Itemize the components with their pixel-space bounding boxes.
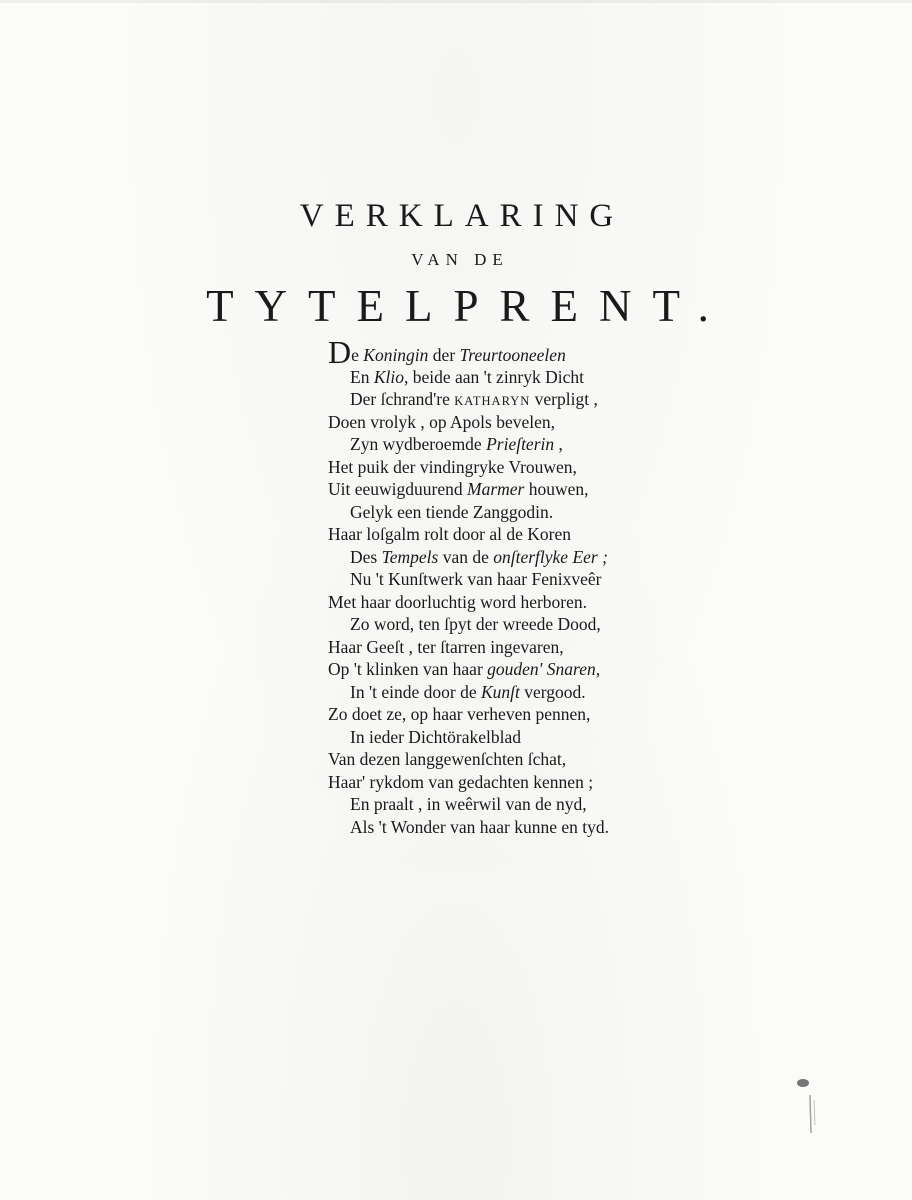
poem-text: Des — [350, 547, 382, 567]
poem-line-18 — [350, 726, 521, 748]
poem-line-1 — [328, 334, 566, 370]
ink-smudge — [795, 1075, 817, 1135]
poem-line-7 — [328, 478, 589, 500]
poem-text: houwen, — [524, 479, 589, 499]
poem-line-5 — [350, 433, 563, 455]
poem-text: vergood. — [519, 682, 586, 702]
poem-italic: Klio — [373, 367, 404, 387]
poem-text: Nu 't Kunſtwerk van haar Fenixveêr — [350, 569, 602, 589]
heading-van-de: VAN DE — [411, 250, 509, 269]
poem-text: In ieder Dichtörakelblad — [350, 727, 522, 747]
poem-text: En praalt , in weêrwil van de nyd, — [350, 794, 587, 814]
poem-text: van de — [438, 547, 494, 567]
poem-text: Uit eeuwigduurend — [328, 479, 467, 499]
poem-small-caps: KATHARYN — [454, 394, 531, 408]
heading-verklaring: VERKLARING — [299, 198, 625, 234]
poem-line-21 — [350, 793, 587, 815]
poem-italic: Tempels — [381, 547, 439, 567]
poem-text: verpligt , — [530, 389, 598, 409]
poem-text: der — [428, 345, 460, 365]
poem-line-19 — [328, 748, 566, 770]
poem-line-11 — [350, 568, 601, 590]
poem-line-13 — [350, 613, 601, 635]
heading-tytelprent: TYTELPRENT. — [206, 281, 730, 331]
poem-text: , — [554, 434, 563, 454]
poem-text: Haar loſgalm rolt door al de Koren — [328, 524, 571, 544]
poem-text: En — [350, 367, 374, 387]
poem-line-12 — [328, 591, 587, 613]
poem-line-3 — [350, 388, 598, 412]
poem-text: Op 't klinken van haar — [328, 659, 488, 679]
poem-text: Zyn wydberoemde — [350, 434, 487, 454]
poem-italic: Koningin — [363, 345, 429, 365]
poem-text: In 't einde door de — [350, 682, 481, 702]
poem-text: Het puik der vindingryke Vrouwen, — [328, 457, 577, 477]
poem-text: , beide aan 't zinryk Dicht — [403, 367, 585, 387]
poem-line-15 — [328, 658, 600, 680]
poem-line-20 — [328, 771, 593, 793]
poem-italic: Prieſterin — [486, 434, 555, 454]
poem-text: Met haar doorluchtig word herboren. — [328, 592, 588, 612]
poem-text: Haar Geeſt , ter ſtarren ingevaren, — [328, 637, 564, 657]
poem-line-6 — [328, 456, 577, 478]
top-edge-shadow — [0, 0, 912, 3]
drop-cap: D — [328, 334, 352, 370]
poem-italic: Marmer — [467, 479, 525, 499]
poem-line-9 — [328, 523, 571, 545]
poem-line-2 — [350, 366, 584, 388]
poem-text: Doen vrolyk , op Apols bevelen, — [328, 412, 555, 432]
poem-line-22 — [350, 816, 609, 838]
poem-italic: gouden' Snaren, — [487, 659, 601, 679]
poem-italic: onſterflyke Eer ; — [493, 547, 608, 567]
poem-text: Zo word, ten ſpyt der wreede Dood, — [350, 614, 601, 634]
poem-italic: Kunſt — [480, 682, 520, 702]
poem-line-8 — [350, 501, 553, 523]
poem-text: Der ſchrand're — [350, 389, 455, 409]
poem-text: Gelyk een tiende Zanggodin. — [350, 502, 554, 522]
poem-text: e — [351, 345, 364, 365]
poem-italic: Treurtooneelen — [459, 345, 566, 365]
poem-line-14 — [328, 636, 564, 658]
poem-line-10 — [350, 546, 608, 568]
poem-text: Zo doet ze, op haar verheven pennen, — [328, 704, 591, 724]
poem-text: Van dezen langgewenſchten ſchat, — [328, 749, 567, 769]
poem-text: Haar' rykdom van gedachten kennen ; — [328, 772, 594, 792]
poem-line-17 — [328, 703, 590, 725]
poem-line-4 — [328, 411, 555, 433]
poem-text: Als 't Wonder van haar kunne en tyd. — [350, 817, 609, 837]
poem-line-16 — [350, 681, 586, 703]
